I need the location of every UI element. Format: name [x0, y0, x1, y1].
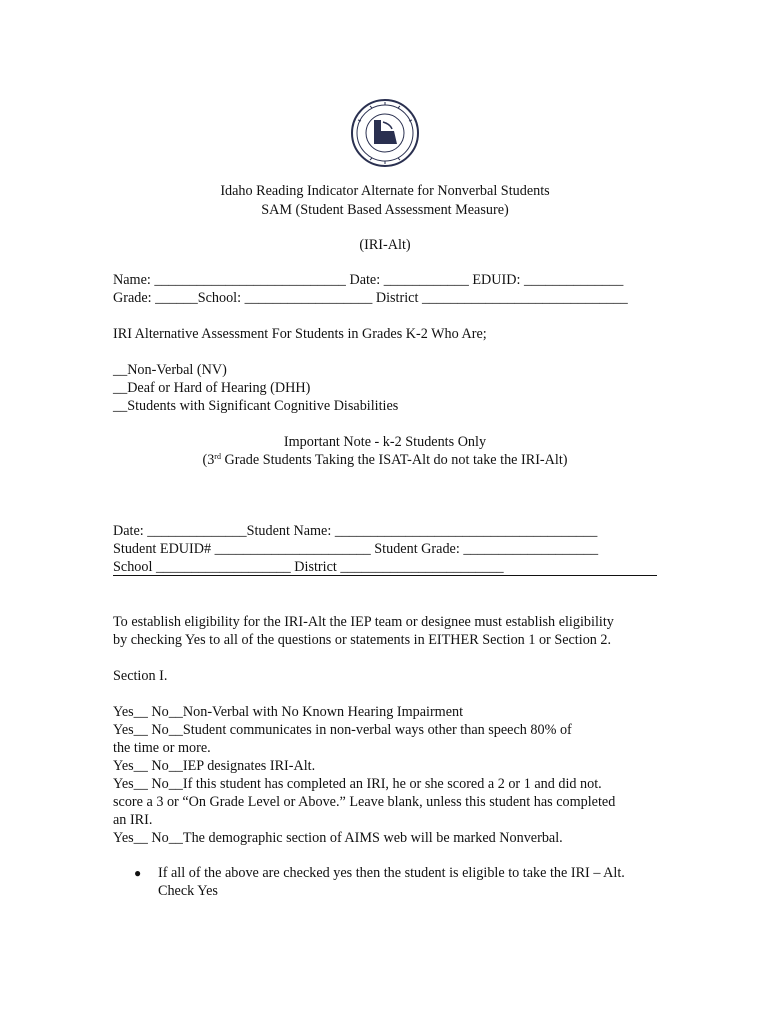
- category-non-verbal: __Non-Verbal (NV): [113, 362, 227, 378]
- criteria-line: score a 3 or “On Grade Level or Above.” Leave blank, unless this student has completed: [113, 794, 616, 810]
- form-grade-school-district: Grade: ______School: __________________ District _____________________________: [113, 290, 628, 306]
- important-note-line-1: Important Note - k-2 Students Only: [283, 434, 487, 450]
- bullet-text-line-1: If all of the above are checked yes then the student is eligible to take the IRI – Alt.: [158, 865, 625, 881]
- criteria-line: Yes__ No__The demographic section of AIMS web will be marked Nonverbal.: [113, 830, 563, 846]
- criteria-line: an IRI.: [113, 812, 153, 828]
- bullet-text-line-2: Check Yes: [158, 883, 218, 899]
- title-line-2: SAM (Student Based Assessment Measure): [261, 202, 509, 218]
- criteria-line: the time or more.: [113, 740, 211, 756]
- important-note-line-2: [0, 451, 770, 469]
- title-line-3: (IRI-Alt): [359, 237, 411, 253]
- criteria-line: Yes__ No__IEP designates IRI-Alt.: [113, 758, 316, 774]
- criteria-line: Yes__ No__Student communicates in non-verbal ways other than speech 80% of: [113, 722, 572, 738]
- section-divider: [113, 575, 657, 576]
- note-superscript: rd: [214, 452, 221, 461]
- student-school-district: School ___________________ District _______________________: [113, 559, 504, 575]
- criteria-line: Yes__ No__If this student has completed an IRI, he or she scored a 2 or 1 and did not.: [113, 776, 602, 792]
- intro-text: IRI Alternative Assessment For Students in Grades K-2 Who Are;: [113, 326, 487, 342]
- note-prefix: (3: [202, 452, 215, 468]
- category-deaf-hard-of-hearing: __Deaf or Hard of Hearing (DHH): [113, 380, 311, 396]
- eligibility-line-2: by checking Yes to all of the questions or statements in EITHER Section 1 or Section 2.: [113, 632, 612, 648]
- note-suffix: Grade Students Taking the ISAT-Alt do not take the IRI-Alt): [220, 452, 568, 468]
- category-cognitive-disabilities: __Students with Significant Cognitive Disabilities: [113, 398, 399, 414]
- form-name-date-eduid: Name: ___________________________ Date: ____________ EDUID: ______________: [113, 272, 624, 288]
- student-date-name: Date: ______________Student Name: _____________________________________: [113, 523, 598, 539]
- criteria-line: Yes__ No__Non-Verbal with No Known Hearing Impairment: [113, 704, 464, 720]
- section-heading: Section I.: [113, 668, 168, 684]
- bullet-icon: ●: [134, 866, 142, 880]
- state-seal-icon: [350, 98, 420, 168]
- student-eduid-grade: Student EDUID# ______________________ Student Grade: ___________________: [113, 541, 599, 557]
- eligibility-line-1: To establish eligibility for the IRI-Alt the IEP team or designee must establish eligibility: [113, 614, 614, 630]
- title-line-1: Idaho Reading Indicator Alternate for Nonverbal Students: [220, 183, 550, 199]
